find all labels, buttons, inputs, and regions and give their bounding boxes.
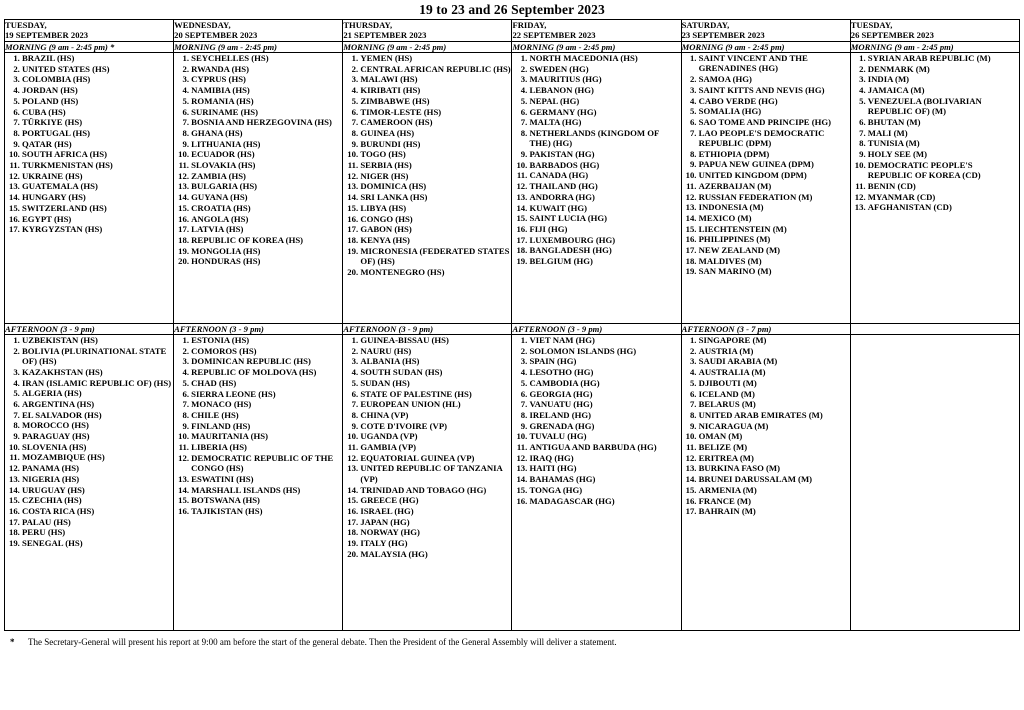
list-item: 5. ALGERIA (HS) [22, 388, 173, 398]
list-item: 11. SERBIA (HS) [360, 160, 511, 170]
list-item: 5. CHAD (HS) [191, 378, 342, 388]
list-item: 12. ERITREA (M) [699, 453, 850, 463]
list-item: 16. MADAGASCAR (HG) [529, 496, 680, 506]
list-item: 13. INDONESIA (M) [699, 202, 850, 212]
list-item: 12. DEMOCRATIC REPUBLIC OF THE CONGO (HS) [191, 453, 342, 474]
list-item: 2. RWANDA (HS) [191, 64, 342, 74]
list-item: 10. DEMOCRATIC PEOPLE'S REPUBLIC OF KOREA (CD) [868, 160, 1019, 181]
list-item: 6. TIMOR-LESTE (HS) [360, 107, 511, 117]
list-item: 18. NORWAY (HG) [360, 527, 511, 537]
list-item: 2. BOLIVIA (PLURINATIONAL STATE OF) (HS) [22, 346, 173, 367]
list-item: 16. PHILIPPINES (M) [699, 234, 850, 244]
list-item: 11. GAMBIA (VP) [360, 442, 511, 452]
list-item: 19. BELGIUM (HG) [529, 256, 680, 266]
footnote-marker: * [10, 637, 15, 647]
list-item: 1. UZBEKISTAN (HS) [22, 335, 173, 345]
list-item: 14. KUWAIT (HG) [529, 203, 680, 213]
list-item: 4. CABO VERDE (HG) [699, 96, 850, 106]
list-item: 2. SOLOMON ISLANDS (HG) [529, 346, 680, 356]
list-item: 12. IRAQ (HG) [529, 453, 680, 463]
list-item: 16. EGYPT (HS) [22, 214, 173, 224]
footnote-text: The Secretary-General will present his report at 9:00 am before the start of the general debate. Then the President of the General Assembly will deliver a statement. [28, 637, 617, 647]
afternoon-label-0: AFTERNOON (3 - 9 pm) [5, 324, 174, 335]
list-item: 15. TONGA (HG) [529, 485, 680, 495]
list-item: 16. ISRAEL (HG) [360, 506, 511, 516]
list-item: 14. MEXICO (M) [699, 213, 850, 223]
list-item: 14. BRUNEI DARUSSALAM (M) [699, 474, 850, 484]
list-item: 6. ICELAND (M) [699, 389, 850, 399]
list-item: 10. SLOVENIA (HS) [22, 442, 173, 452]
list-item: 8. IRELAND (HG) [529, 410, 680, 420]
list-item: 3. INDIA (M) [868, 74, 1019, 84]
list-item: 14. URUGUAY (HS) [22, 485, 173, 495]
day-name-4: SATURDAY, [681, 20, 730, 30]
list-item: 17. BAHRAIN (M) [699, 506, 850, 516]
table-row-day-headers [5, 20, 1020, 42]
table-row-afternoon-speakers [5, 335, 1020, 631]
list-item: 11. LIBERIA (HS) [191, 442, 342, 452]
speaker-list [512, 335, 680, 506]
list-item: 15. GREECE (HG) [360, 495, 511, 505]
list-item: 7. MALI (M) [868, 128, 1019, 138]
list-item: 7. TÜRKIYE (HS) [22, 117, 173, 127]
afternoon-label-5 [850, 324, 1019, 335]
list-item: 2. NAURU (HS) [360, 346, 511, 356]
list-item: 2. UNITED STATES (HS) [22, 64, 173, 74]
list-item: 18. MALDIVES (M) [699, 256, 850, 266]
list-item: 19. SENEGAL (HS) [22, 538, 173, 548]
afternoon-list-cell-3 [512, 335, 681, 631]
list-item: 18. REPUBLIC OF KOREA (HS) [191, 235, 342, 245]
list-item: 19. MICRONESIA (FEDERATED STATES OF) (HS) [360, 246, 511, 267]
afternoon-label-3: AFTERNOON (3 - 9 pm) [512, 324, 681, 335]
list-item: 16. CONGO (HS) [360, 214, 511, 224]
list-item: 15. ARMENIA (M) [699, 485, 850, 495]
day-date-4: 23 SEPTEMBER 2023 [681, 30, 765, 41]
list-item: 12. UKRAINE (HS) [22, 171, 173, 181]
list-item: 10. OMAN (M) [699, 431, 850, 441]
list-item: 5. ZIMBABWE (HS) [360, 96, 511, 106]
list-item: 4. IRAN (ISLAMIC REPUBLIC OF) (HS) [22, 378, 173, 388]
list-item: 19. SAN MARINO (M) [699, 266, 850, 276]
list-item: 9. LITHUANIA (HS) [191, 139, 342, 149]
morning-list-cell-0 [5, 53, 174, 324]
list-item: 6. GERMANY (HG) [529, 107, 680, 117]
table-row-morning-speakers [5, 53, 1020, 324]
list-item: 7. LAO PEOPLE'S DEMOCRATIC REPUBLIC (DPM) [699, 128, 850, 149]
general-debate-schedule-table [4, 19, 1020, 631]
list-item: 11. ANTIGUA AND BARBUDA (HG) [529, 442, 680, 452]
speaker-list [343, 335, 511, 559]
list-item: 5. NEPAL (HG) [529, 96, 680, 106]
speaker-list [682, 53, 850, 277]
morning-label-3: MORNING (9 am - 2:45 pm) [512, 42, 681, 53]
list-item: 11. AZERBAIJAN (M) [699, 181, 850, 191]
afternoon-label-2: AFTERNOON (3 - 9 pm) [343, 324, 512, 335]
afternoon-list-cell-0 [5, 335, 174, 631]
list-item: 5. CAMBODIA (HG) [529, 378, 680, 388]
list-item: 11. MOZAMBIQUE (HS) [22, 452, 173, 462]
day-date-1: 20 SEPTEMBER 2023 [174, 30, 258, 41]
list-item: 3. KAZAKHSTAN (HS) [22, 367, 173, 377]
list-item: 2. SWEDEN (HG) [529, 64, 680, 74]
list-item: 5. VENEZUELA (BOLIVARIAN REPUBLIC OF) (M) [868, 96, 1019, 117]
list-item: 10. SOUTH AFRICA (HS) [22, 149, 173, 159]
list-item: 20. HONDURAS (HS) [191, 256, 342, 266]
list-item: 6. SAO TOME AND PRINCIPE (HG) [699, 117, 850, 127]
list-item: 9. PAPUA NEW GUINEA (DPM) [699, 159, 850, 169]
list-item: 11. CANADA (HG) [529, 170, 680, 180]
list-item: 1. ESTONIA (HS) [191, 335, 342, 345]
page-title: 19 to 23 and 26 September 2023 [419, 2, 605, 17]
list-item: 8. UNITED ARAB EMIRATES (M) [699, 410, 850, 420]
list-item: 4. KIRIBATI (HS) [360, 85, 511, 95]
afternoon-list-cell-5 [850, 335, 1019, 631]
list-item: 16. ANGOLA (HS) [191, 214, 342, 224]
list-item: 7. EUROPEAN UNION (HL) [360, 399, 511, 409]
list-item: 7. MONACO (HS) [191, 399, 342, 409]
list-item: 1. NORTH MACEDONIA (HS) [529, 53, 680, 63]
list-item: 13. BULGARIA (HS) [191, 181, 342, 191]
list-item: 3. SAUDI ARABIA (M) [699, 356, 850, 366]
list-item: 12. MYANMAR (CD) [868, 192, 1019, 202]
list-item: 8. ETHIOPIA (DPM) [699, 149, 850, 159]
list-item: 13. UNITED REPUBLIC OF TANZANIA (VP) [360, 463, 511, 484]
list-item: 14. SRI LANKA (HS) [360, 192, 511, 202]
list-item: 4. REPUBLIC OF MOLDOVA (HS) [191, 367, 342, 377]
list-item: 3. ALBANIA (HS) [360, 356, 511, 366]
list-item: 9. NICARAGUA (M) [699, 421, 850, 431]
list-item: 14. GUYANA (HS) [191, 192, 342, 202]
speaker-list [512, 53, 680, 266]
list-item: 1. YEMEN (HS) [360, 53, 511, 63]
list-item: 10. UGANDA (VP) [360, 431, 511, 441]
list-item: 4. LESOTHO (HG) [529, 367, 680, 377]
list-item: 4. AUSTRALIA (M) [699, 367, 850, 377]
afternoon-label-4: AFTERNOON (3 - 7 pm) [681, 324, 850, 335]
list-item: 8. GUINEA (HS) [360, 128, 511, 138]
list-item: 8. PORTUGAL (HS) [22, 128, 173, 138]
list-item: 19. MONGOLIA (HS) [191, 246, 342, 256]
list-item: 13. BURKINA FASO (M) [699, 463, 850, 473]
list-item: 1. SAINT VINCENT AND THE GRENADINES (HG) [699, 53, 850, 74]
list-item: 6. ARGENTINA (HS) [22, 399, 173, 409]
list-item: 3. MALAWI (HS) [360, 74, 511, 84]
list-item: 9. GRENADA (HG) [529, 421, 680, 431]
list-item: 1. SINGAPORE (M) [699, 335, 850, 345]
day-header-4 [681, 20, 850, 42]
list-item: 8. MOROCCO (HS) [22, 420, 173, 430]
list-item: 5. ROMANIA (HS) [191, 96, 342, 106]
list-item: 13. HAITI (HG) [529, 463, 680, 473]
list-item: 11. BENIN (CD) [868, 181, 1019, 191]
list-item: 19. ITALY (HG) [360, 538, 511, 548]
list-item: 15. SAINT LUCIA (HG) [529, 213, 680, 223]
list-item: 7. MALTA (HG) [529, 117, 680, 127]
list-item: 6. CUBA (HS) [22, 107, 173, 117]
speaker-list [682, 335, 850, 517]
list-item: 3. CYPRUS (HS) [191, 74, 342, 84]
list-item: 11. SLOVAKIA (HS) [191, 160, 342, 170]
list-item: 9. FINLAND (HS) [191, 421, 342, 431]
list-item: 16. FRANCE (M) [699, 496, 850, 506]
day-date-3: 22 SEPTEMBER 2023 [512, 30, 596, 41]
list-item: 2. CENTRAL AFRICAN REPUBLIC (HS) [360, 64, 511, 74]
list-item: 10. ECUADOR (HS) [191, 149, 342, 159]
list-item: 20. MALAYSIA (HG) [360, 549, 511, 559]
list-item: 17. PALAU (HS) [22, 517, 173, 527]
list-item: 10. TUVALU (HG) [529, 431, 680, 441]
list-item: 17. KYRGYZSTAN (HS) [22, 224, 173, 234]
list-item: 14. BAHAMAS (HG) [529, 474, 680, 484]
morning-label-1: MORNING (9 am - 2:45 pm) [174, 42, 343, 53]
list-item: 12. THAILAND (HG) [529, 181, 680, 191]
list-item: 9. HOLY SEE (M) [868, 149, 1019, 159]
speaker-list [174, 335, 342, 516]
day-name-2: THURSDAY, [343, 20, 393, 30]
list-item: 6. SURINAME (HS) [191, 107, 342, 117]
day-header-3 [512, 20, 681, 42]
list-item: 9. QATAR (HS) [22, 139, 173, 149]
list-item: 13. ESWATINI (HS) [191, 474, 342, 484]
list-item: 2. SAMOA (HG) [699, 74, 850, 84]
list-item: 12. NIGER (HS) [360, 171, 511, 181]
list-item: 10. UNITED KINGDOM (DPM) [699, 170, 850, 180]
list-item: 2. COMOROS (HS) [191, 346, 342, 356]
list-item: 17. NEW ZEALAND (M) [699, 245, 850, 255]
list-item: 16. TAJIKISTAN (HS) [191, 506, 342, 516]
list-item: 9. PAKISTAN (HG) [529, 149, 680, 159]
list-item: 3. COLOMBIA (HS) [22, 74, 173, 84]
list-item: 7. VANUATU (HG) [529, 399, 680, 409]
day-date-5: 26 SEPTEMBER 2023 [850, 30, 934, 41]
list-item: 15. CZECHIA (HS) [22, 495, 173, 505]
day-header-1 [174, 20, 343, 42]
day-name-1: WEDNESDAY, [174, 20, 231, 30]
list-item: 18. PERU (HS) [22, 527, 173, 537]
list-item: 1. BRAZIL (HS) [22, 53, 173, 63]
list-item: 8. GHANA (HS) [191, 128, 342, 138]
list-item: 6. STATE OF PALESTINE (HS) [360, 389, 511, 399]
day-date-2: 21 SEPTEMBER 2023 [343, 30, 427, 41]
day-name-3: FRIDAY, [512, 20, 547, 30]
morning-label-2: MORNING (9 am - 2:45 pm) [343, 42, 512, 53]
morning-list-cell-3 [512, 53, 681, 324]
speaker-list [5, 335, 173, 548]
list-item: 4. JORDAN (HS) [22, 85, 173, 95]
day-header-2 [343, 20, 512, 42]
list-item: 7. BOSNIA AND HERZEGOVINA (HS) [191, 117, 342, 127]
list-item: 12. PANAMA (HS) [22, 463, 173, 473]
list-item: 9. BURUNDI (HS) [360, 139, 511, 149]
list-item: 16. FIJI (HG) [529, 224, 680, 234]
list-item: 4. LEBANON (HG) [529, 85, 680, 95]
list-item: 5. POLAND (HS) [22, 96, 173, 106]
morning-label-5: MORNING (9 am - 2:45 pm) [850, 42, 1019, 53]
list-item: 10. MAURITANIA (HS) [191, 431, 342, 441]
list-item: 10. BARBADOS (HG) [529, 160, 680, 170]
morning-label-0: MORNING (9 am - 2:45 pm) * [5, 42, 174, 53]
morning-label-4: MORNING (9 am - 2:45 pm) [681, 42, 850, 53]
list-item: 18. BANGLADESH (HG) [529, 245, 680, 255]
list-item: 18. KENYA (HS) [360, 235, 511, 245]
list-item: 7. BELARUS (M) [699, 399, 850, 409]
list-item: 14. MARSHALL ISLANDS (HS) [191, 485, 342, 495]
list-item: 6. SIERRA LEONE (HS) [191, 389, 342, 399]
list-item: 5. DJIBOUTI (M) [699, 378, 850, 388]
list-item: 9. COTE D'IVOIRE (VP) [360, 421, 511, 431]
list-item: 1. GUINEA-BISSAU (HS) [360, 335, 511, 345]
list-item: 7. CAMEROON (HS) [360, 117, 511, 127]
list-item: 5. SUDAN (HS) [360, 378, 511, 388]
list-item: 3. DOMINICAN REPUBLIC (HS) [191, 356, 342, 366]
footnote [4, 631, 1020, 648]
list-item: 8. TUNISIA (M) [868, 138, 1019, 148]
list-item: 15. CROATIA (HS) [191, 203, 342, 213]
list-item: 6. BHUTAN (M) [868, 117, 1019, 127]
list-item: 13. NIGERIA (HS) [22, 474, 173, 484]
list-item: 13. ANDORRA (HG) [529, 192, 680, 202]
list-item: 14. TRINIDAD AND TOBAGO (HG) [360, 485, 511, 495]
morning-list-cell-1 [174, 53, 343, 324]
list-item: 16. COSTA RICA (HS) [22, 506, 173, 516]
list-item: 5. SOMALIA (HG) [699, 106, 850, 116]
list-item: 6. GEORGIA (HG) [529, 389, 680, 399]
afternoon-list-cell-1 [174, 335, 343, 631]
speaker-list [5, 53, 173, 235]
afternoon-label-1: AFTERNOON (3 - 9 pm) [174, 324, 343, 335]
list-item: 15. LIECHTENSTEIN (M) [699, 224, 850, 234]
list-item: 8. NETHERLANDS (KINGDOM OF THE) (HG) [529, 128, 680, 149]
list-item: 11. TURKMENISTAN (HS) [22, 160, 173, 170]
list-item: 1. SEYCHELLES (HS) [191, 53, 342, 63]
list-item: 17. LATVIA (HS) [191, 224, 342, 234]
list-item: 2. AUSTRIA (M) [699, 346, 850, 356]
list-item: 9. PARAGUAY (HS) [22, 431, 173, 441]
list-item: 8. CHINA (VP) [360, 410, 511, 420]
list-item: 14. HUNGARY (HS) [22, 192, 173, 202]
table-row-afternoon-labels [5, 324, 1020, 335]
list-item: 4. NAMIBIA (HS) [191, 85, 342, 95]
list-item: 10. TOGO (HS) [360, 149, 511, 159]
day-header-5 [850, 20, 1019, 42]
morning-list-cell-2 [343, 53, 512, 324]
list-item: 3. MAURITIUS (HG) [529, 74, 680, 84]
afternoon-list-cell-4 [681, 335, 850, 631]
list-item: 17. JAPAN (HG) [360, 517, 511, 527]
list-item: 17. LUXEMBOURG (HG) [529, 235, 680, 245]
list-item: 17. GABON (HS) [360, 224, 511, 234]
list-item: 4. SOUTH SUDAN (HS) [360, 367, 511, 377]
speaker-list [851, 53, 1019, 213]
list-item: 1. VIET NAM (HG) [529, 335, 680, 345]
list-item: 3. SPAIN (HG) [529, 356, 680, 366]
list-item: 12. EQUATORIAL GUINEA (VP) [360, 453, 511, 463]
list-item: 20. MONTENEGRO (HS) [360, 267, 511, 277]
list-item: 13. AFGHANISTAN (CD) [868, 202, 1019, 212]
list-item: 11. BELIZE (M) [699, 442, 850, 452]
day-date-0: 19 SEPTEMBER 2023 [5, 30, 89, 41]
list-item: 12. ZAMBIA (HS) [191, 171, 342, 181]
speaker-list [174, 53, 342, 267]
list-item: 4. JAMAICA (M) [868, 85, 1019, 95]
list-item: 15. LIBYA (HS) [360, 203, 511, 213]
table-row-morning-labels [5, 42, 1020, 53]
list-item: 13. DOMINICA (HS) [360, 181, 511, 191]
list-item: 7. EL SALVADOR (HS) [22, 410, 173, 420]
morning-list-cell-5 [850, 53, 1019, 324]
list-item: 15. BOTSWANA (HS) [191, 495, 342, 505]
day-name-5: TUESDAY, [850, 20, 893, 30]
list-item: 15. SWITZERLAND (HS) [22, 203, 173, 213]
day-name-0: TUESDAY, [5, 20, 47, 30]
list-item: 8. CHILE (HS) [191, 410, 342, 420]
day-header-0 [5, 20, 174, 42]
speaker-list [343, 53, 511, 277]
list-item: 1. SYRIAN ARAB REPUBLIC (M) [868, 53, 1019, 63]
morning-list-cell-4 [681, 53, 850, 324]
afternoon-list-cell-2 [343, 335, 512, 631]
list-item: 3. SAINT KITTS AND NEVIS (HG) [699, 85, 850, 95]
list-item: 12. RUSSIAN FEDERATION (M) [699, 192, 850, 202]
list-item: 13. GUATEMALA (HS) [22, 181, 173, 191]
list-item: 2. DENMARK (M) [868, 64, 1019, 74]
